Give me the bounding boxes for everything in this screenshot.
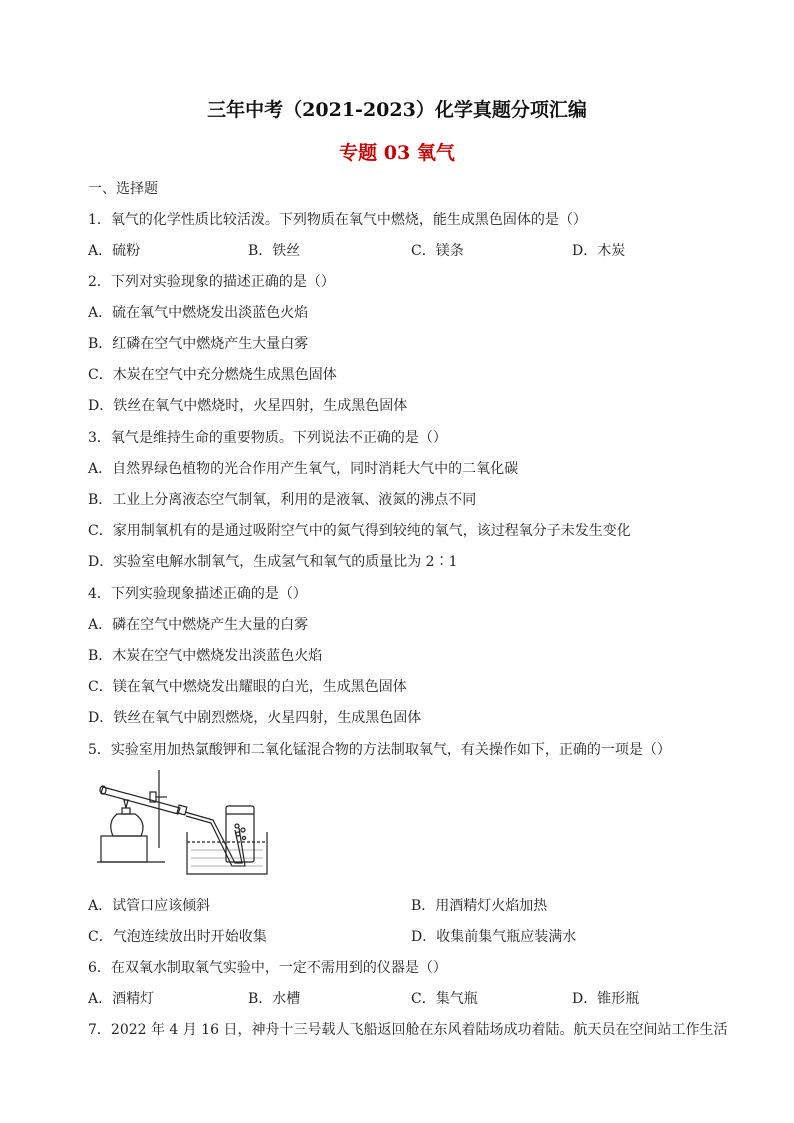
question-3-option-c: C．家用制氧机有的是通过吸附空气中的氮气得到较纯的氧气，该过程氧分子未发生变化 xyxy=(88,523,631,539)
section-heading: 一、选择题 xyxy=(88,181,158,197)
question-1-option-c: C．镁条 xyxy=(411,243,464,259)
question-3-option-a: A．自然界绿色植物的光合作用产生氧气，同时消耗大气中的二氧化碳 xyxy=(88,461,519,477)
question-6-stem: 6．在双氧水制取氧气实验中，一定不需用到的仪器是（） xyxy=(88,960,447,976)
question-2-option-d: D．铁丝在氧气中燃烧时，火星四射，生成黑色固体 xyxy=(88,398,408,414)
question-2-option-b: B．红磷在空气中燃烧产生大量白雾 xyxy=(88,336,309,352)
topic-subtitle: 专题 03 氧气 xyxy=(339,142,455,164)
oxygen-apparatus-diagram xyxy=(95,770,275,880)
question-7-stem: 7．2022 年 4 月 16 日，神舟十三号载人飞船返回舱在东风着陆场成功着陆。航天员在空间站工作生活 xyxy=(88,1022,728,1038)
question-3-stem: 3．氧气是维持生命的重要物质。下列说法不正确的是（） xyxy=(88,430,447,446)
question-6-option-b: B．水槽 xyxy=(248,991,301,1007)
question-6-option-a: A．酒精灯 xyxy=(88,991,155,1007)
question-5-option-c: C．气泡连续放出时开始收集 xyxy=(88,929,267,945)
question-1-stem: 1．氧气的化学性质比较活泼。下列物质在氧气中燃烧，能生成黑色固体的是（） xyxy=(88,212,587,228)
question-5-stem: 5．实验室用加热氯酸钾和二氧化锰混合物的方法制取氧气，有关操作如下，正确的一项是（） xyxy=(88,742,671,758)
question-3-option-b: B．工业上分离液态空气制氧，利用的是液氧、液氮的沸点不同 xyxy=(88,492,477,508)
question-4-option-d: D．铁丝在氧气中剧烈燃烧，火星四射，生成黑色固体 xyxy=(88,710,422,726)
question-3-option-d: D．实验室电解水制氧气，生成氢气和氧气的质量比为 2∶1 xyxy=(88,554,458,570)
question-1-option-d: D．木炭 xyxy=(572,243,626,259)
question-4-option-a: A．磷在空气中燃烧产生大量的白雾 xyxy=(88,617,309,633)
question-6-option-d: D．锥形瓶 xyxy=(572,991,640,1007)
question-4-stem: 4．下列实验现象描述正确的是（） xyxy=(88,586,307,602)
question-5-option-a: A．试管口应该倾斜 xyxy=(88,898,211,914)
question-6-option-c: C．集气瓶 xyxy=(411,991,478,1007)
question-1-option-a: A．硫粉 xyxy=(88,243,141,259)
question-1-option-b: B．铁丝 xyxy=(248,243,301,259)
question-5-option-d: D．收集前集气瓶应装满水 xyxy=(411,929,577,945)
question-4-option-b: B．木炭在空气中燃烧发出淡蓝色火焰 xyxy=(88,648,323,664)
page-title: 三年中考（2021-2023）化学真题分项汇编 xyxy=(207,99,587,121)
question-5-option-b: B．用酒精灯火焰加热 xyxy=(411,898,548,914)
question-2-option-a: A．硫在氧气中燃烧发出淡蓝色火焰 xyxy=(88,305,309,321)
question-4-option-c: C．镁在氧气中燃烧发出耀眼的白光，生成黑色固体 xyxy=(88,679,407,695)
question-2-stem: 2．下列对实验现象的描述正确的是（） xyxy=(88,274,335,290)
question-2-option-c: C．木炭在空气中充分燃烧生成黑色固体 xyxy=(88,367,337,383)
